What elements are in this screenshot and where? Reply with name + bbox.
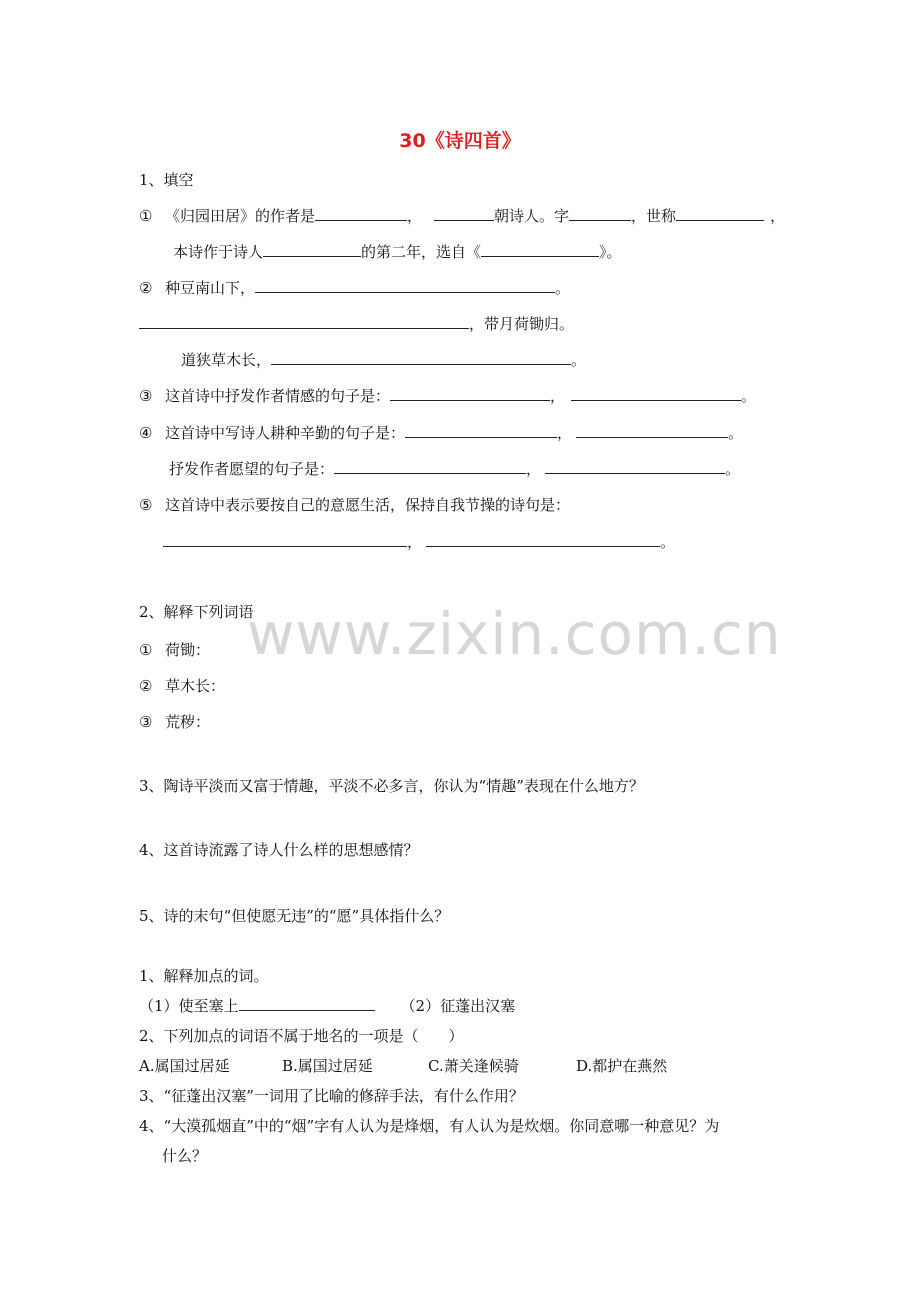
q2-text-a-end: 。	[555, 279, 571, 297]
q4-period: 。	[728, 424, 744, 442]
q4-line1	[139, 423, 743, 443]
q2-line3	[181, 350, 586, 370]
blank-courtesy-name[interactable]	[569, 206, 631, 221]
option-b[interactable]: B.属国过居延	[282, 1057, 373, 1075]
blank-q5-b[interactable]	[426, 532, 660, 547]
section2-item-3	[139, 712, 210, 732]
q1-text-e: ，	[770, 207, 786, 225]
page-title: 30《诗四首》	[399, 130, 521, 152]
blank-q4-d[interactable]	[545, 459, 725, 474]
q4-text-b: 抒发作者愿望的句子是：	[169, 460, 335, 478]
q3-comma: ，	[550, 387, 566, 405]
blank-q5-a[interactable]	[163, 532, 407, 547]
q5-comma: ，	[407, 533, 423, 551]
blank-q2-line2[interactable]	[139, 314, 469, 329]
q1-line1	[139, 206, 785, 226]
item-number: ③	[139, 713, 153, 731]
part2-question-1: 1、解释加点的词。	[139, 967, 269, 985]
q2-line2	[139, 314, 574, 334]
q1-line2	[173, 242, 622, 262]
blank-collection[interactable]	[481, 242, 599, 257]
q1-text-a: 《归园田居》的作者是	[165, 207, 316, 225]
q1-line2-text-c: 》。	[599, 243, 622, 261]
q4-comma: ，	[557, 424, 573, 442]
q5-line1	[139, 495, 570, 515]
blank-q2-line3[interactable]	[271, 350, 571, 365]
q3-number: ③	[139, 387, 153, 405]
q4-line2	[169, 459, 740, 479]
option-a[interactable]: A.属国过居延	[139, 1057, 230, 1075]
blank-q4-b[interactable]	[576, 423, 728, 438]
q2-text-c-end: 。	[571, 351, 587, 369]
question-5: 5、诗的末句“但使愿无违”的“愿”具体指什么？	[139, 907, 450, 925]
blank-q4-a[interactable]	[405, 423, 557, 438]
blank-author[interactable]	[315, 206, 407, 221]
q4-text-a: 这首诗中写诗人耕种辛勤的句子是：	[165, 424, 406, 442]
part2-options	[139, 1056, 667, 1076]
q1-text-c: 朝诗人。字	[494, 207, 570, 225]
blank-q2-line1[interactable]	[255, 278, 555, 293]
option-d[interactable]: D.都护在燕然	[576, 1057, 668, 1075]
q2-text-a: 种豆南山下，	[165, 279, 256, 297]
blank-dynasty[interactable]	[434, 206, 494, 221]
q1-line2-text-b: 的第二年，选自《	[361, 243, 482, 261]
q3-text: 这首诗中抒发作者情感的句子是：	[165, 387, 391, 405]
section2-item-2	[139, 676, 225, 696]
q5-text: 这首诗中表示要按自己的意愿生活，保持自我节操的诗句是：	[165, 496, 571, 514]
blank-title-name[interactable]	[676, 206, 764, 221]
blank-q3-b[interactable]	[571, 386, 741, 401]
q4-period-2: 。	[725, 460, 741, 478]
q3-period: 。	[741, 387, 757, 405]
q2-number: ②	[139, 279, 153, 297]
q3-line	[139, 386, 756, 406]
item-number: ①	[139, 641, 153, 659]
option-c[interactable]: C.萧关逢候骑	[428, 1057, 519, 1075]
q1-number: ①	[139, 207, 153, 225]
q4-comma-2: ，	[526, 460, 542, 478]
q1-text-b: ，	[407, 207, 423, 225]
part2-q1-item-a: （1）使至塞上	[139, 997, 239, 1015]
q5-period: 。	[660, 533, 676, 551]
q5-line2	[163, 532, 675, 552]
blank-q4-c[interactable]	[334, 459, 526, 474]
watermark: www.zixin.com.cn	[247, 600, 782, 668]
item-text: 荷锄：	[165, 641, 211, 659]
item-text: 草木长：	[165, 677, 226, 695]
q2-text-c: 道狭草木长，	[181, 351, 272, 369]
part2-question-2: 2、下列加点的词语不属于地名的一项是（ ）	[139, 1027, 464, 1045]
blank-q3-a[interactable]	[390, 386, 550, 401]
part2-question-4: 4、“大漠孤烟直”中的“烟”字有人认为是烽烟，有人认为是炊烟。你同意哪一种意见？为	[139, 1117, 720, 1135]
part2-question-1-items	[139, 996, 515, 1016]
item-text: 荒秽：	[165, 713, 211, 731]
part2-question-3: 3、“征蓬出汉塞”一词用了比喻的修辞手法，有什么作用？	[139, 1087, 524, 1105]
blank-event[interactable]	[263, 242, 361, 257]
q1-text-d: ，世称	[631, 207, 677, 225]
item-number: ②	[139, 677, 153, 695]
q5-number: ⑤	[139, 496, 153, 514]
q4-number: ④	[139, 424, 153, 442]
q1-line2-text-a: 本诗作于诗人	[173, 243, 264, 261]
section1-heading: 1、填空	[139, 171, 194, 189]
part2-question-4-cont: 什么？	[162, 1147, 208, 1165]
question-3: 3、陶诗平淡而又富于情趣，平淡不必多言，你认为“情趣”表现在什么地方？	[139, 777, 644, 795]
part2-q1-item-b: （2）征蓬出汉塞	[400, 997, 516, 1015]
q2-line1	[139, 278, 570, 298]
blank-part2-q1a[interactable]	[239, 996, 375, 1011]
question-4: 4、这首诗流露了诗人什么样的思想感情？	[139, 841, 419, 859]
section2-heading: 2、解释下列词语	[139, 603, 254, 621]
section2-item-1	[139, 640, 210, 660]
q2-text-b-end: ，带月荷锄归。	[469, 315, 575, 333]
